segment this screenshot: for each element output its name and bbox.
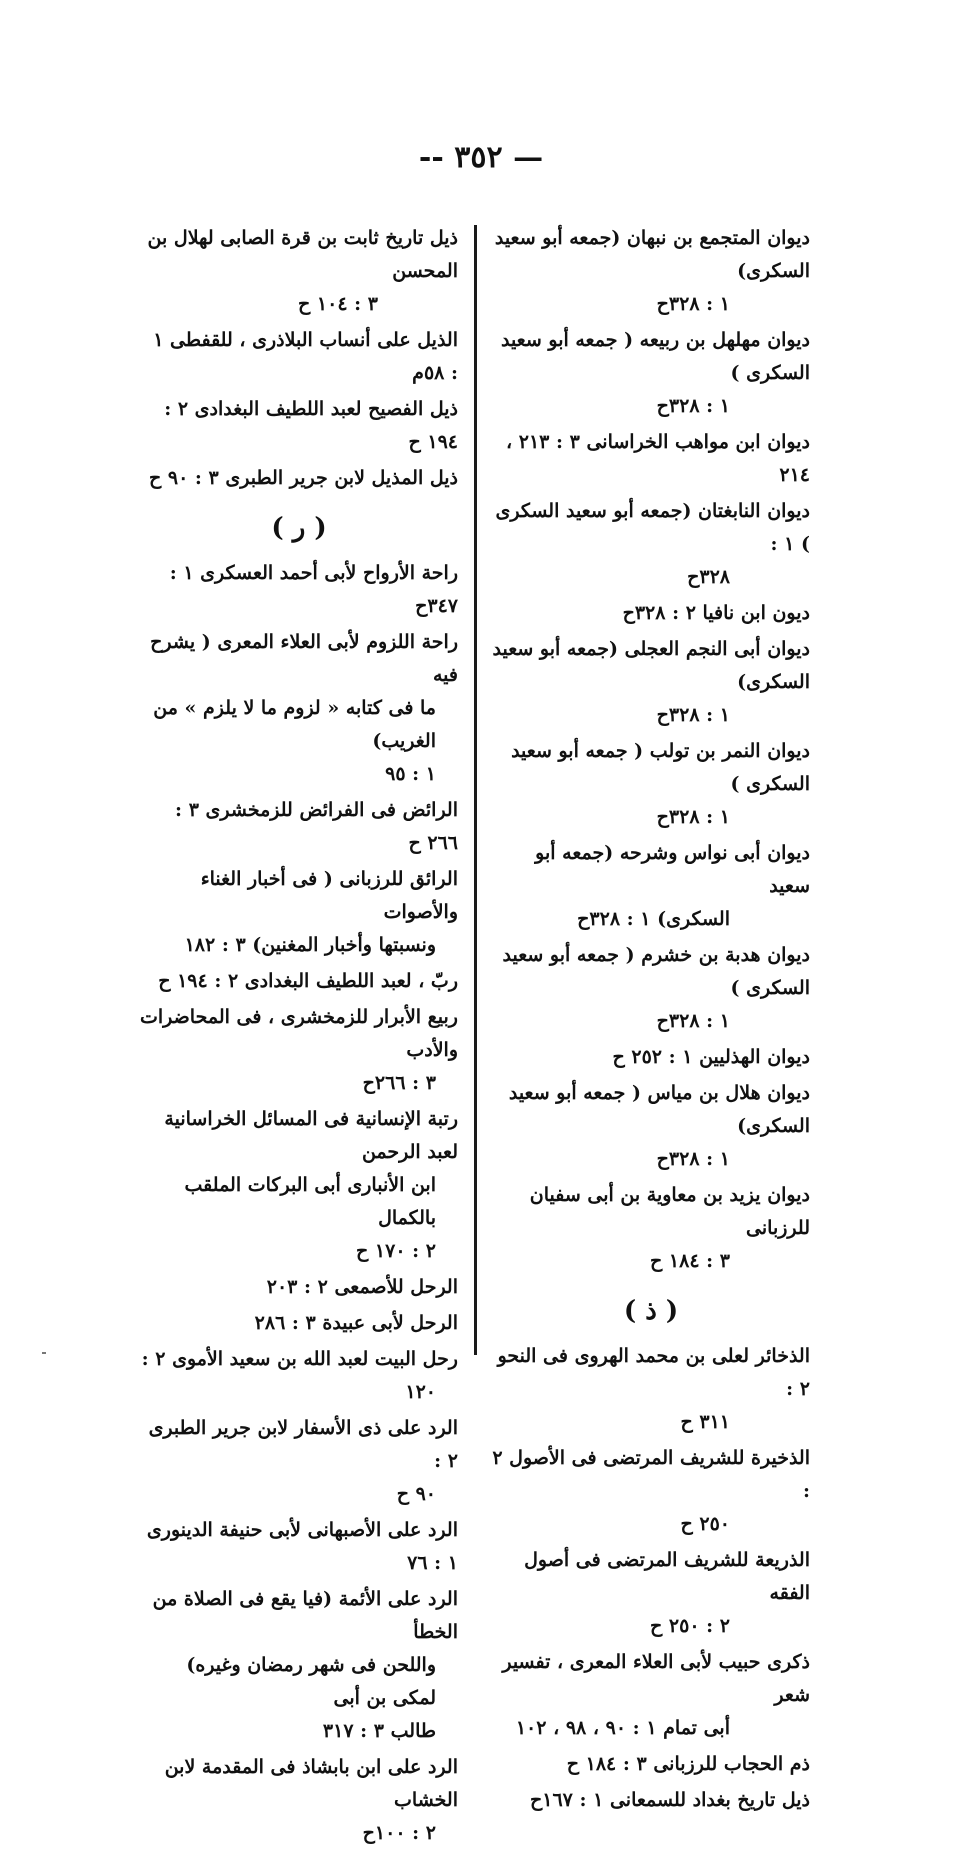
entry-reference: ١ : ٣٢٨ح: [656, 704, 730, 726]
entry-reference: أبى تمام ١ : ٩٠ ، ٩٨ ، ١٠٢: [515, 1717, 730, 1739]
entry-reference: ٣ : ١٨٤ ح: [650, 1250, 730, 1272]
entry-reference: ١ : ٣٢٨ح: [656, 1010, 730, 1032]
entry-title: الذريعة للشريف المرتضى فى أصول الفقه: [524, 1549, 810, 1604]
index-entry: [140, 965, 458, 998]
section-letter-dhal: ( ذ ): [623, 1296, 679, 1326]
index-entry: [492, 495, 810, 594]
entry-reference: ٣١١ ح: [680, 1411, 730, 1433]
column-divider: [474, 225, 477, 1355]
index-entry: [492, 1077, 810, 1176]
entry-title: الذيل على أنساب البلاذرى ، للقفطى ١ : ٥٨م: [153, 329, 458, 384]
entry-reference: ١ : ٣٢٨ح: [656, 1148, 730, 1170]
entry-continuation: طالب ٣ : ٣١٧: [322, 1720, 436, 1742]
index-entry: [140, 794, 458, 860]
entry-title: ذكرى حبيب لأبى العلاء المعرى ، تفسير شعر: [502, 1651, 810, 1706]
entry-title: ذيل المذيل لابن جرير الطبرى ٣ : ٩٠ ح: [148, 467, 458, 489]
entry-continuation: ابن الأنبارى أبى البركات الملقب بالكمال: [184, 1174, 436, 1229]
entry-title: الرد على الأصبهانى لأبى حنيفة الدينورى ١ : ٧٦: [146, 1519, 458, 1574]
entry-continuation: ٢ : ١٧٠ ح: [356, 1240, 436, 1262]
entry-title: ديوان النابغتان (جمعه أبو سعيد السكرى ) ١ :: [495, 500, 810, 555]
entry-title: الرد على ابن بابشاذ فى المقدمة لابن الخشاب: [164, 1756, 458, 1811]
entry-title: الرحل لأبى عبيدة ٣ : ٢٨٦: [254, 1312, 458, 1334]
entry-title: ديوان الهذليين ١ : ٢٥٢ ح: [612, 1046, 810, 1068]
entry-title: ربيع الأبرار للزمخشرى ، فى المحاضرات والأدب: [140, 1006, 458, 1061]
index-entry: [492, 426, 810, 492]
index-entry: [492, 633, 810, 732]
entry-title: الرائق للرزبانى ( فى أخبار الغناء والأصوات: [200, 868, 458, 923]
index-entry: [140, 1583, 458, 1748]
entry-title: ديوان يزيد بن معاوية بن أبى سفيان للرزبانى: [529, 1184, 810, 1239]
entry-title: رحل البيت لعبد الله بن سعيد الأموى ٢ :: [141, 1348, 458, 1370]
entry-title: الرد على الأئمة (فيا يقع فى الصلاة من الخطأ: [152, 1588, 458, 1643]
index-entry: [140, 1343, 458, 1409]
page-number: -- ٣٥٢ —: [418, 140, 544, 175]
entry-title: الرائض فى الفرائض للزمخشرى ٣ : ٢٦٦ ح: [175, 799, 458, 854]
entry-title: ربّ ، لعبد اللطيف البغدادى ٢ : ١٩٤ ح: [158, 970, 458, 992]
entry-reference: السكرى) ١ : ٣٢٨ح: [577, 908, 730, 930]
entry-continuation: واللحن فى شهر رمضان وغيره) لمكى بن أبى: [186, 1654, 436, 1709]
entry-title: ذيل تاريخ ثابت بن قرة الصابى لهلال بن المحسن: [147, 227, 458, 282]
index-entry: [492, 597, 810, 630]
entry-title: ديوان ابن مواهب الخراسانى ٣ : ٢١٣ ، ٢١٤: [505, 431, 810, 486]
index-entry: [492, 1340, 810, 1439]
entry-title: ديوان هدبة بن خشرم ( جمعه أبو سعيد السكرى ): [502, 944, 810, 999]
index-entry: [140, 1514, 458, 1580]
index-entry: [140, 1271, 458, 1304]
index-entry: [140, 626, 458, 791]
entry-continuation: ١٢٠: [405, 1381, 436, 1403]
index-entry: [140, 1103, 458, 1268]
entry-continuation: ١ : ٩٥: [385, 763, 436, 785]
index-entry: [140, 1751, 458, 1850]
index-entry: [140, 462, 458, 495]
right-column: [492, 222, 810, 1820]
entry-title: ديوان هلال بن مياس ( جمعه أبو سعيد السكرى): [508, 1082, 810, 1137]
entry-reference: ٢٥٠ ح: [680, 1513, 730, 1535]
index-entry: [140, 557, 458, 623]
index-entry: [492, 1646, 810, 1745]
entry-continuation: ٢ : ١٠٠ح: [362, 1822, 436, 1844]
entry-title: ديوان النمر بن تولب ( جمعه أبو سعيد السكرى ): [511, 740, 810, 795]
index-entry: [140, 1307, 458, 1340]
entry-continuation: ٣ : ٢٦٦ح: [362, 1072, 436, 1094]
index-entry: [492, 1784, 810, 1817]
entry-reference: ١ : ٣٢٨ح: [656, 806, 730, 828]
entry-title: الذخائر لعلى بن محمد الهروى فى النحو ٢ :: [497, 1345, 810, 1400]
index-entry: [140, 863, 458, 962]
stray-mark: [42, 1352, 46, 1354]
index-entry: [492, 222, 810, 321]
entry-title: راحة الأرواح لأبى أحمد العسكرى ١ : ٣٤٧ح: [169, 562, 458, 617]
left-column: [140, 222, 458, 1853]
index-entry: [492, 939, 810, 1038]
index-entry: [492, 1179, 810, 1278]
entry-title: ديوان أبى نواس وشرحه (جمعه أبو سعيد: [535, 842, 810, 897]
entry-title: الذخيرة للشريف المرتضى فى الأصول ٢ :: [492, 1447, 810, 1502]
entry-reference: ١ : ٣٢٨ح: [656, 395, 730, 417]
entry-reference: ١ : ٣٢٨ح: [656, 293, 730, 315]
index-entry: [140, 324, 458, 390]
index-entry: [140, 393, 458, 459]
entry-title: الرد على ذى الأسفار لابن جرير الطبرى ٢ :: [148, 1417, 458, 1472]
entry-continuation: ٩٠ ح: [396, 1483, 436, 1505]
entry-title: ذيل الفصيح لعبد اللطيف البغدادى ٢ : ١٩٤ ح: [164, 398, 458, 453]
index-entry: [140, 1001, 458, 1100]
entry-title: ديوان أبى النجم العجلى (جمعه أبو سعيد السكرى): [492, 638, 810, 693]
index-entry: [140, 1412, 458, 1511]
index-entry: [492, 837, 810, 936]
entry-title: ديوان المتجمع بن نبهان (جمعه أبو سعيد السكرى): [494, 227, 810, 282]
index-entry: [140, 222, 458, 321]
index-entry: [492, 1748, 810, 1781]
entry-title: راحة اللزوم لأبى العلاء المعرى ( يشرح فيه: [150, 631, 458, 686]
entry-continuation: ما فى كتابه « لزوم ما لا يلزم » من الغريب): [153, 697, 436, 752]
section-letter-ra: ( ر ): [271, 513, 327, 543]
index-entry: [492, 1041, 810, 1074]
entry-title: الرحل للأصمعى ٢ : ٢٠٣: [266, 1276, 458, 1298]
index-entry: [492, 324, 810, 423]
entry-reference: ٣٢٨ح: [687, 566, 730, 588]
entry-reference: ٢ : ٢٥٠ ح: [650, 1615, 730, 1637]
entry-continuation: ونسبتها وأخبار المغنين) ٣ : ١٨٢: [184, 934, 436, 956]
index-entry: [492, 735, 810, 834]
entry-title: ذيل تاريخ بغداد للسمعانى ١ : ١٦٧ح: [529, 1789, 810, 1811]
entry-title: رتبة الإنسانية فى المسائل الخراسانية لعبد الرحمن: [164, 1108, 458, 1163]
entry-title: ذم الحجاب للرزبانى ٣ : ١٨٤ ح: [566, 1753, 810, 1775]
entry-title: ديوان مهلهل بن ربيعه ( جمعه أبو سعيد السكرى ): [500, 329, 810, 384]
entry-reference: ٣ : ١٠٤ ح: [298, 293, 378, 315]
index-entry: [492, 1442, 810, 1541]
entry-title: ديون ابن نافيا ٢ : ٣٢٨ح: [622, 602, 810, 624]
index-entry: [492, 1544, 810, 1643]
